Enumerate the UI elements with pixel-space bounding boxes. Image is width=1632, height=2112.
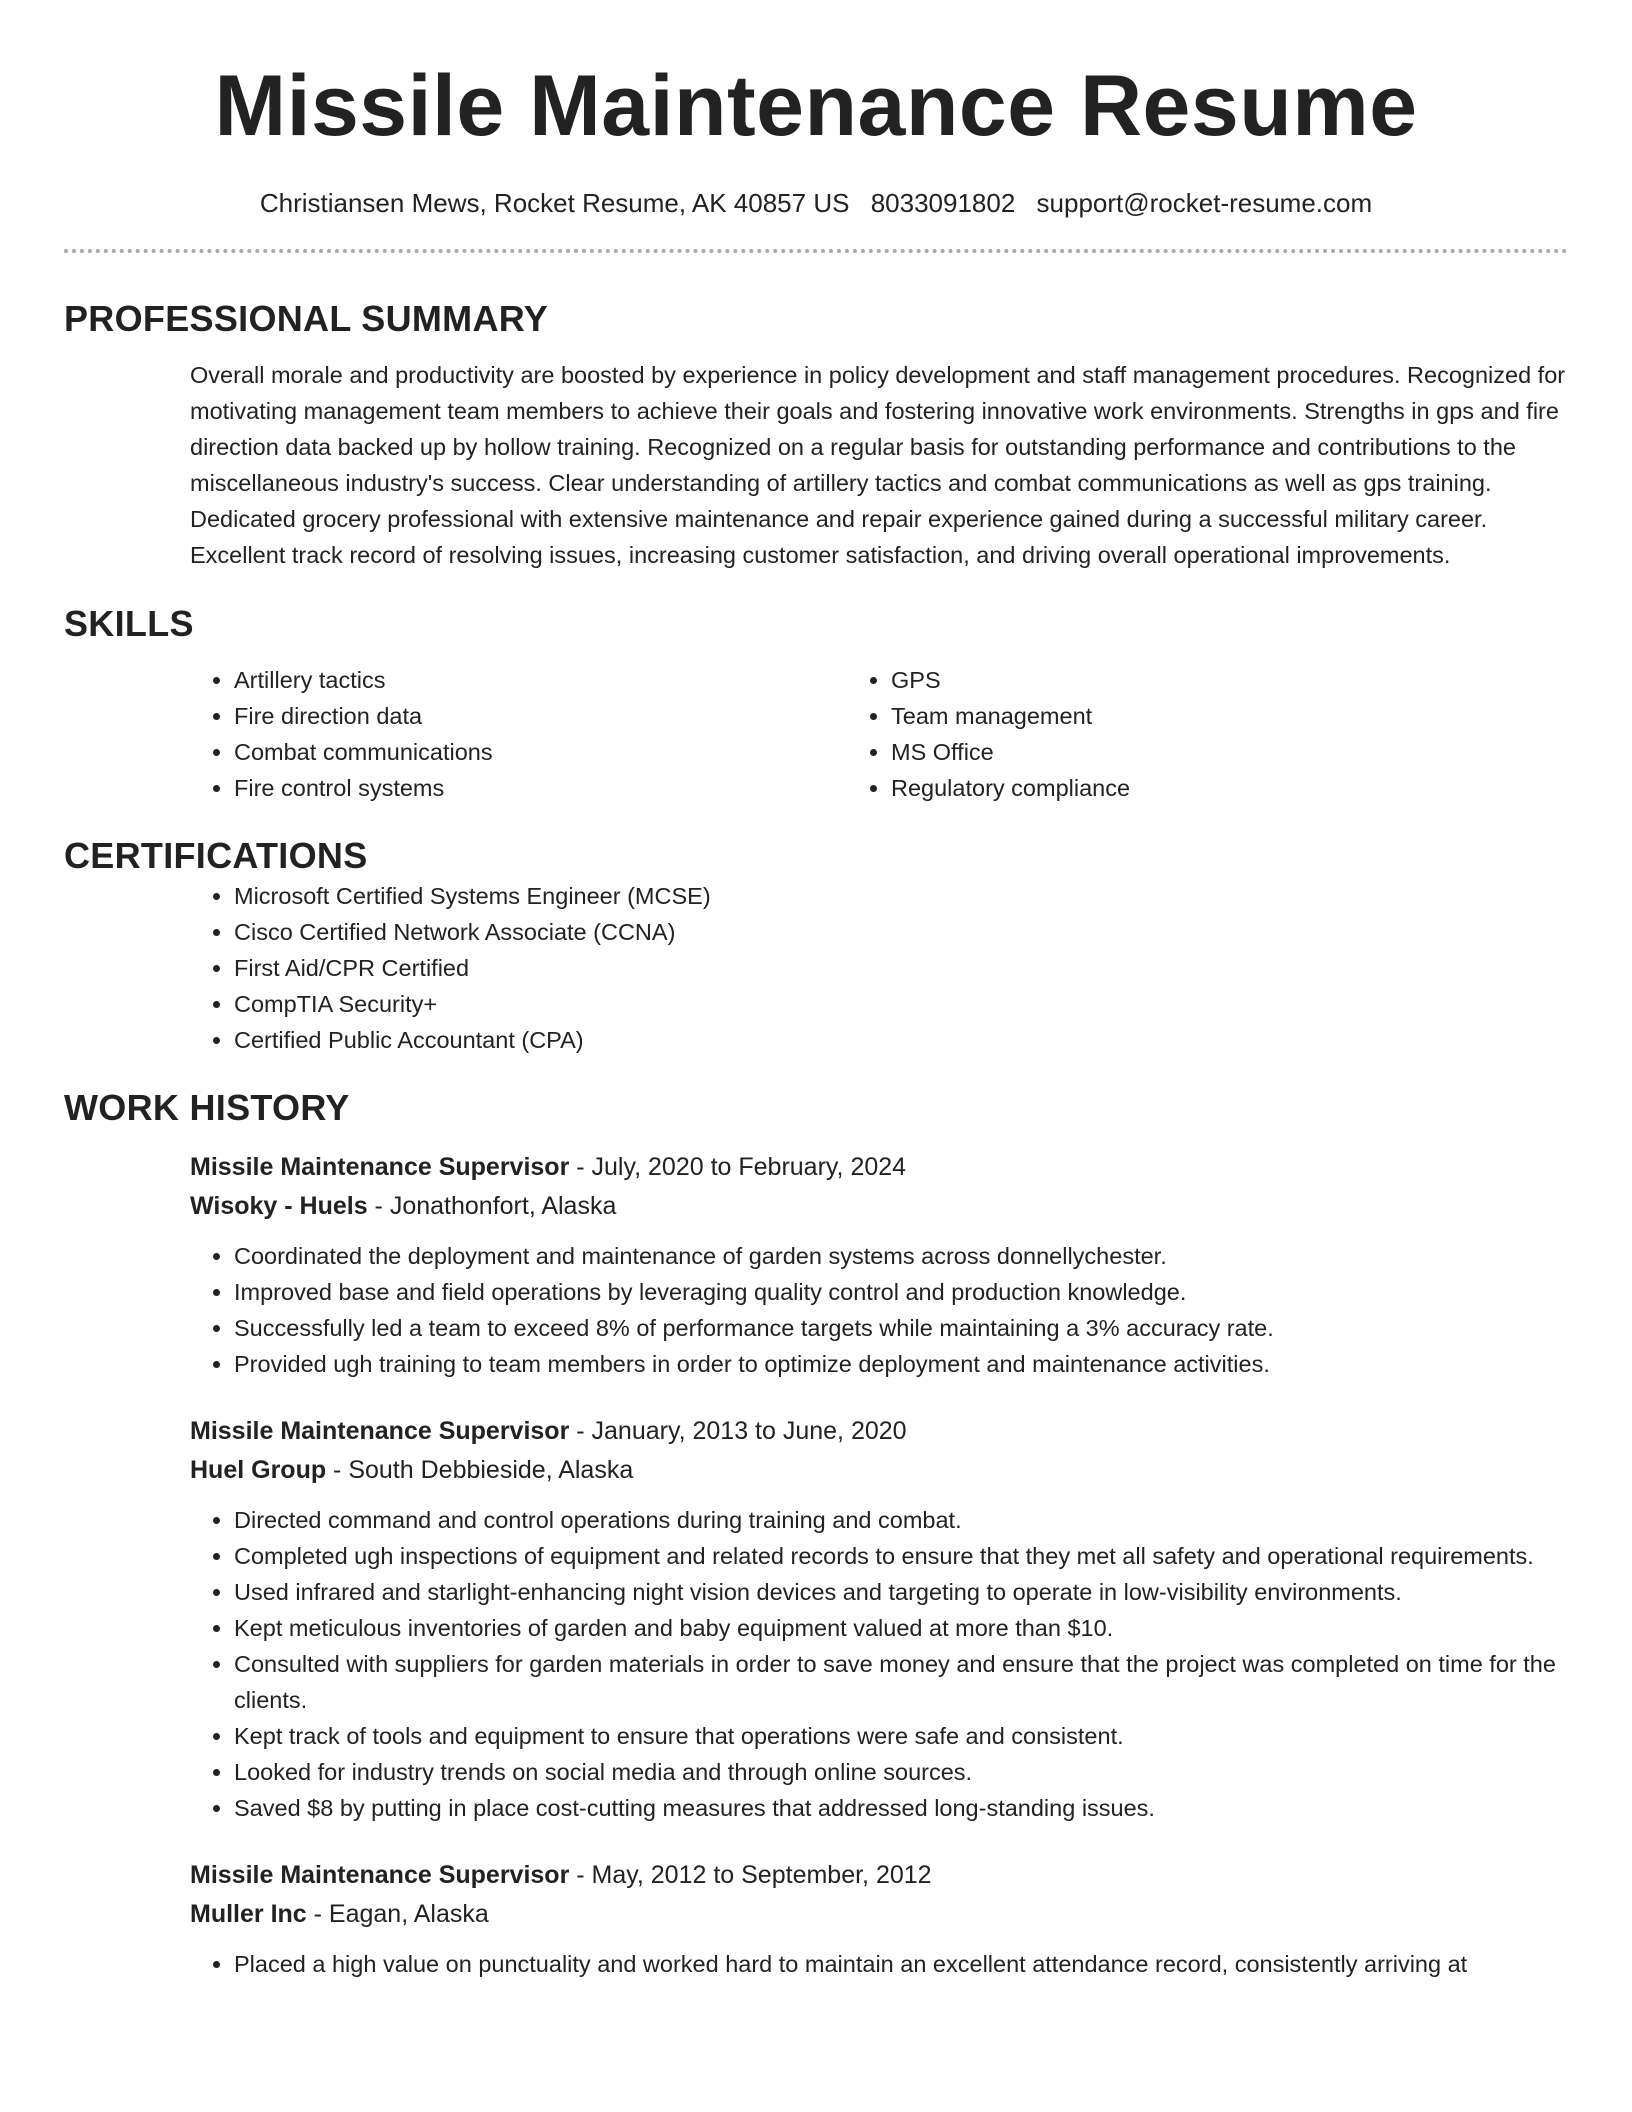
contact-address: Christiansen Mews, Rocket Resume, AK 40857 US [259,188,850,218]
job-company: Huel Group [190,1456,327,1484]
separator: - [569,1153,592,1181]
job-dates: July, 2020 to February, 2024 [591,1153,907,1181]
skill-item: • GPS [891,662,1568,698]
job-bullet: • Consulted with suppliers for garden materials in order to save money and ensure that the project was completed on time for the clients. [234,1646,1568,1718]
job-role: Missile Maintenance Supervisor [190,1153,570,1181]
job-bullets [190,1502,1568,1826]
job-bullet: • Saved $8 by putting in place cost-cutting measures that addressed long-standing issues. [234,1790,1568,1826]
skills-section [64,602,1568,806]
job-title-line [190,1856,1568,1895]
certification-item: • Cisco Certified Network Associate (CCNA) [234,914,1568,950]
contact-phone: 8033091802 [870,188,1016,218]
job-bullet: • Kept track of tools and equipment to ensure that operations were safe and consistent. [234,1718,1568,1754]
job-role: Missile Maintenance Supervisor [190,1861,570,1889]
skills-list-right [816,662,1568,806]
job-bullet: • Kept meticulous inventories of garden and baby equipment valued at more than $10. [234,1610,1568,1646]
separator: - [367,1192,390,1220]
job-company-line [190,1451,1568,1490]
section-title-certifications: CERTIFICATIONS [64,835,368,876]
header-divider [64,249,1568,253]
skills-grid [64,662,1568,806]
summary-text: Overall morale and productivity are boosted by experience in policy development and staff management procedures. Recognized for motivating management team members to achieve their goals and fostering innovative work environments. Strengths in gps and fire direction data backed up by hollow training. Recognized on a regular basis for outstanding performance and contributions to the miscellaneous industry's success. Clear understanding of artillery tactics and combat communications as well as gps training. Dedicated grocery professional with extensive maintenance and repair experience gained during a successful military career. Excellent track record of resolving issues, increasing customer satisfaction, and driving overall operational improvements. [190,362,1566,568]
certification-item: • Certified Public Accountant (CPA) [234,1022,1568,1058]
job-bullet: • Coordinated the deployment and maintenance of garden systems across donnellychester. [234,1238,1568,1274]
job-bullet: • Completed ugh inspections of equipment and related records to ensure that they met all safety and operational requirements. [234,1538,1568,1574]
section-title-summary: PROFESSIONAL SUMMARY [64,298,549,339]
job-company: Muller Inc [190,1900,307,1928]
separator: - [569,1861,592,1889]
resume-title: Missile Maintenance Resume [214,58,1418,154]
job-location: South Debbieside, Alaska [348,1456,634,1484]
job-company-line [190,1895,1568,1934]
job-bullet: • Directed command and control operations during training and combat. [234,1502,1568,1538]
skill-item: • Fire control systems [234,770,816,806]
certifications-list [64,878,1568,1058]
certification-item: • Microsoft Certified Systems Engineer (MCSE) [234,878,1568,914]
contact-email: support@rocket-resume.com [1036,188,1373,218]
job-dates: May, 2012 to September, 2012 [591,1861,932,1889]
separator: - [326,1456,349,1484]
work-history-section [64,1086,1568,1982]
skill-item: • MS Office [891,734,1568,770]
job-entry [190,1856,1568,1982]
separator: - [306,1900,329,1928]
job-title-line [190,1148,1568,1187]
job-bullet: • Successfully led a team to exceed 8% of performance targets while maintaining a 3% accuracy rate. [234,1310,1568,1346]
job-dates: January, 2013 to June, 2020 [591,1417,907,1445]
certifications-section [64,834,1568,1058]
job-bullet: • Used infrared and starlight-enhancing night vision devices and targeting to operate in low-visibility environments. [234,1574,1568,1610]
skill-item: • Regulatory compliance [891,770,1568,806]
job-bullet: • Looked for industry trends on social media and through online sources. [234,1754,1568,1790]
job-company-line [190,1187,1568,1226]
job-bullet: • Placed a high value on punctuality and worked hard to maintain an excellent attendance record, consistently arriving at [234,1946,1568,1982]
skill-item: • Fire direction data [234,698,816,734]
job-title-line [190,1412,1568,1451]
skill-item: • Combat communications [234,734,816,770]
job-bullets [190,1238,1568,1382]
job-location: Eagan, Alaska [328,1900,489,1928]
certification-item: • CompTIA Security+ [234,986,1568,1022]
job-entry [190,1412,1568,1826]
job-bullet: • Improved base and field operations by leveraging quality control and production knowledge. [234,1274,1568,1310]
contact-line [64,186,1568,220]
job-company: Wisoky - Huels [190,1192,368,1220]
skills-list-left [64,662,816,806]
job-role: Missile Maintenance Supervisor [190,1417,570,1445]
job-entry [190,1148,1568,1382]
separator: - [569,1417,592,1445]
job-location: Jonathonfort, Alaska [389,1192,617,1220]
skill-item: • Artillery tactics [234,662,816,698]
certification-item: • First Aid/CPR Certified [234,950,1568,986]
section-title-work-history: WORK HISTORY [64,1087,350,1128]
professional-summary-section [64,297,1568,573]
job-bullets [190,1946,1568,1982]
job-bullet: • Provided ugh training to team members in order to optimize deployment and maintenance activities. [234,1346,1568,1382]
skill-item: • Team management [891,698,1568,734]
section-title-skills: SKILLS [64,603,194,644]
